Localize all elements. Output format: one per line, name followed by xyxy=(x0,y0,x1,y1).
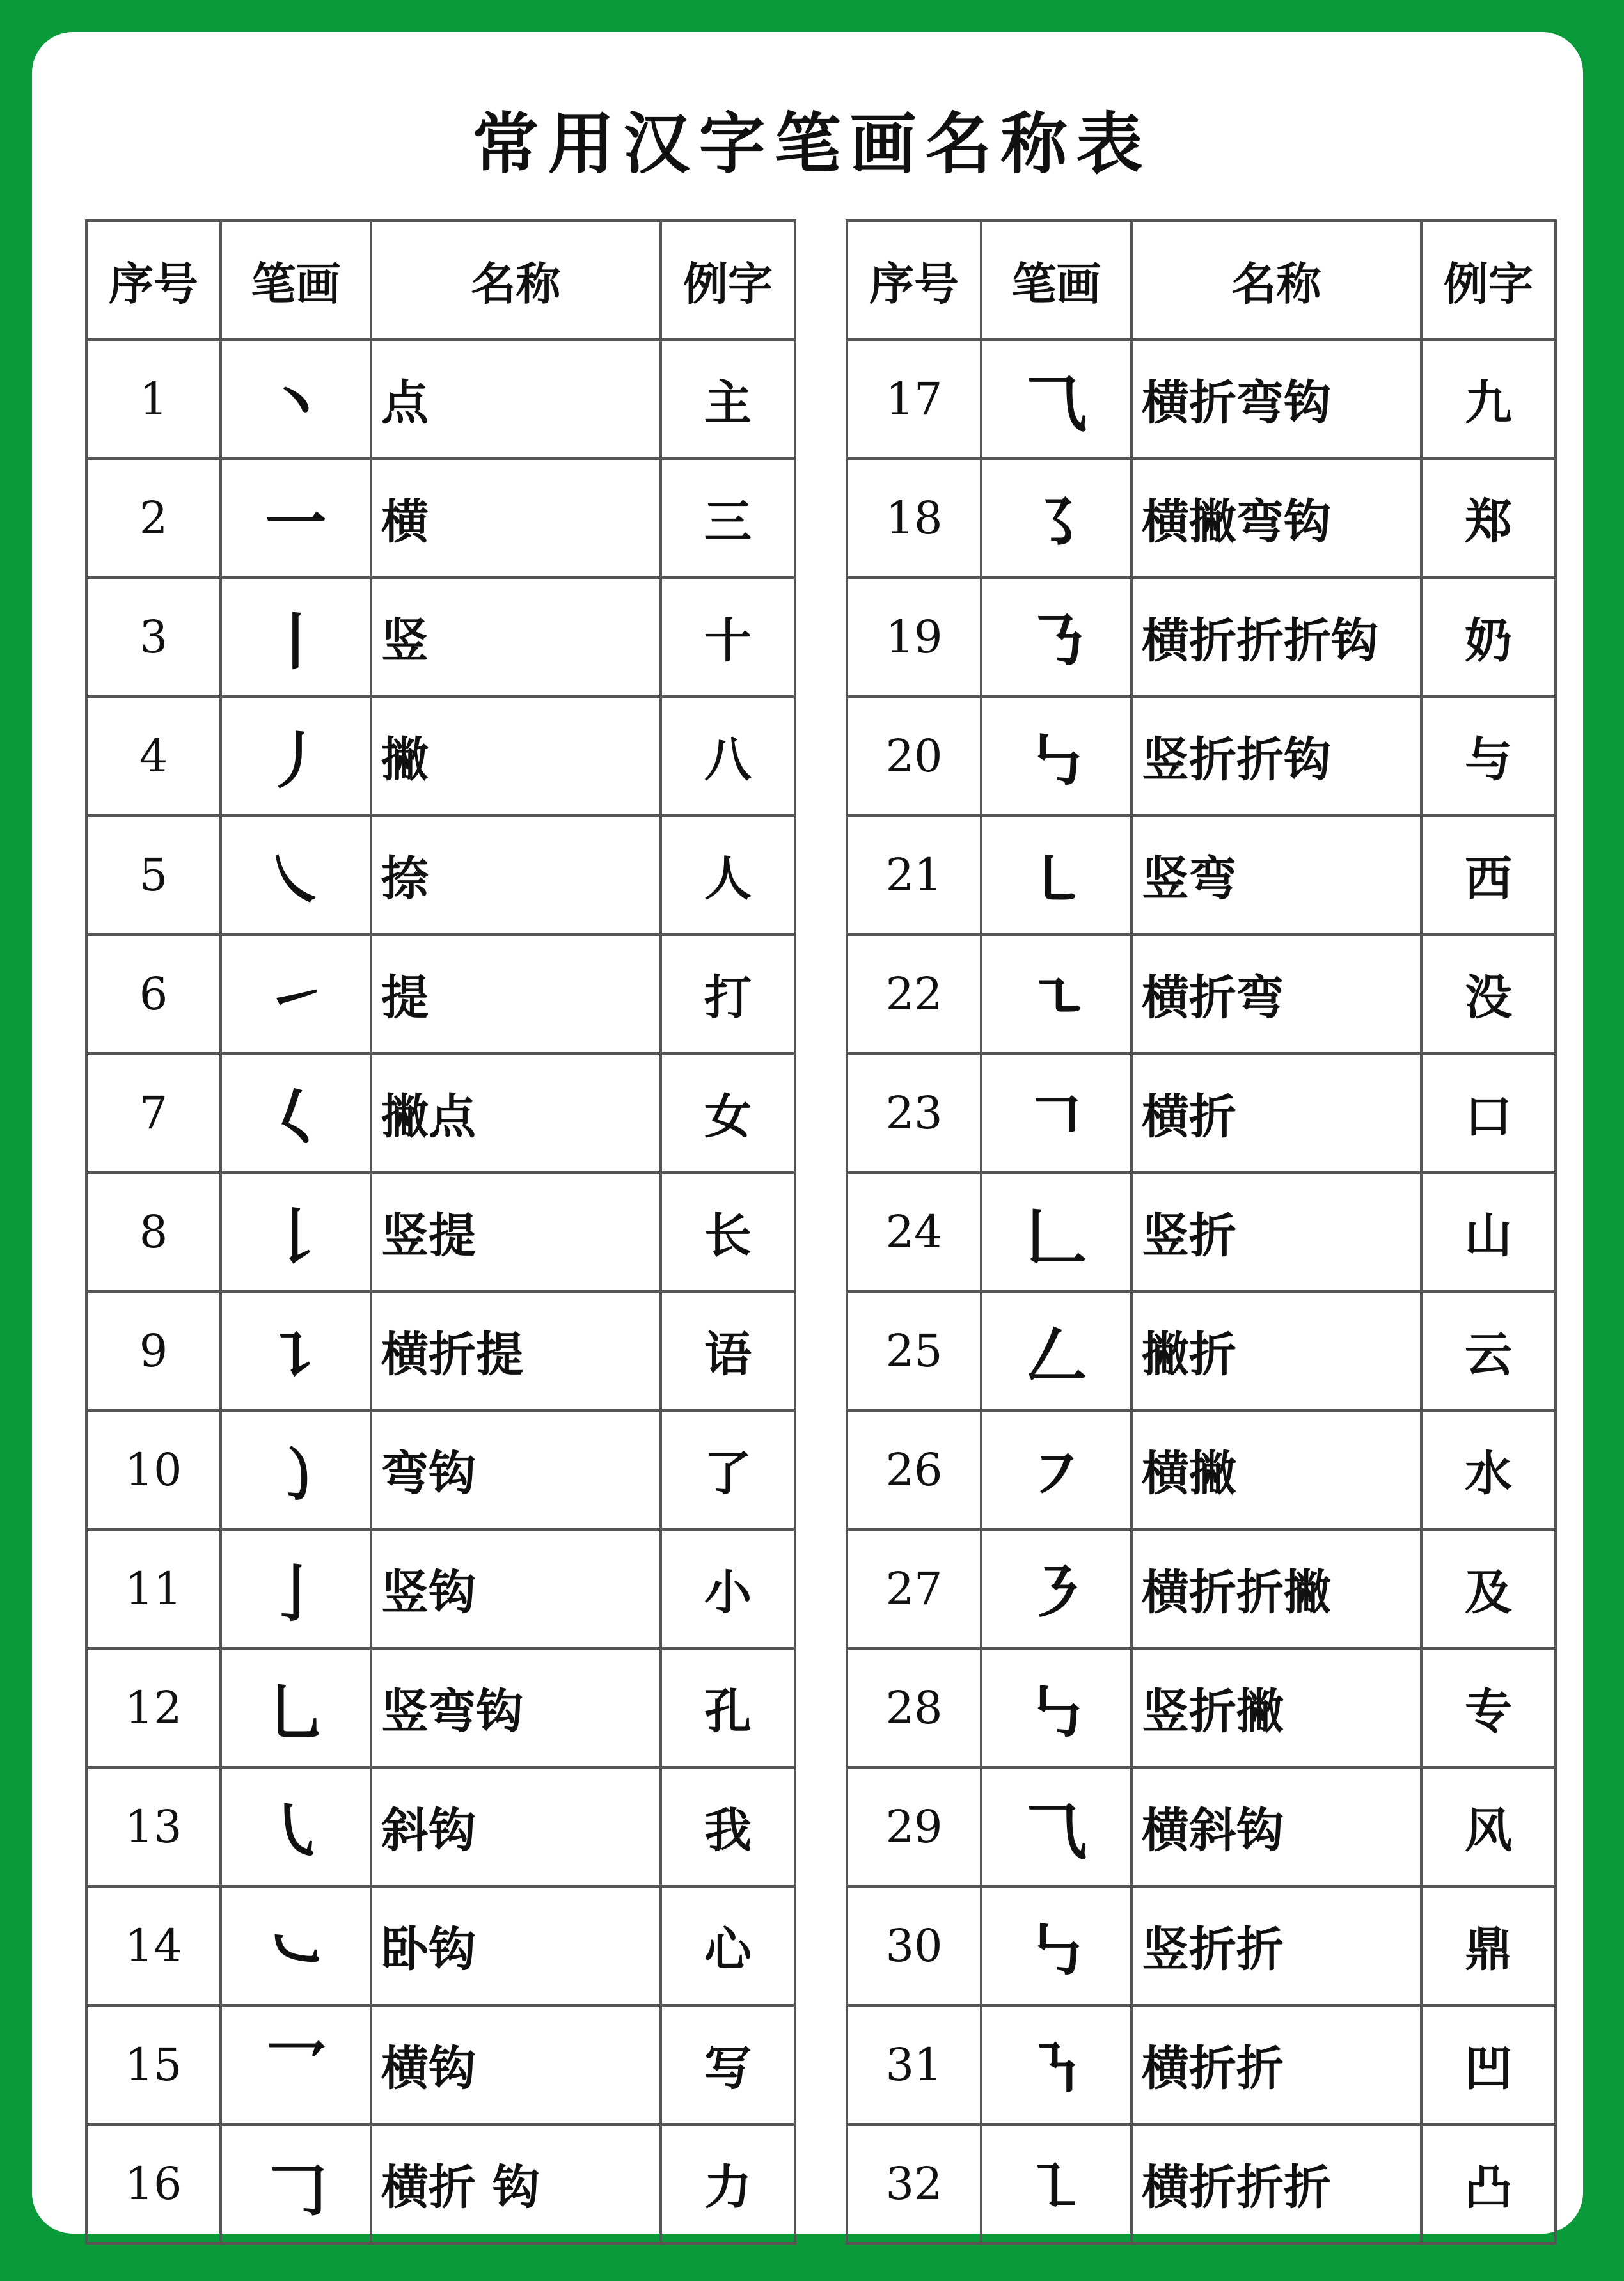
table-row xyxy=(86,1767,795,1886)
stroke-number: 26 xyxy=(847,1410,981,1529)
stroke-glyph: ㇉ xyxy=(981,697,1131,816)
stroke-glyph: ㇌ xyxy=(981,459,1131,578)
stroke-number: 9 xyxy=(86,1291,221,1410)
stroke-number: 27 xyxy=(847,1529,981,1648)
example-character: 写 xyxy=(661,2005,795,2124)
stroke-number: 3 xyxy=(86,578,221,697)
table-row xyxy=(86,1054,795,1172)
example-character: 我 xyxy=(661,1767,795,1886)
stroke-name: 点 xyxy=(371,340,661,459)
stroke-name: 横折折折钩 xyxy=(1131,578,1421,697)
stroke-glyph: ㇄ xyxy=(981,816,1131,935)
stroke-number: 20 xyxy=(847,697,981,816)
stroke-name: 竖弯钩 xyxy=(371,1648,661,1767)
table-row xyxy=(847,2005,1556,2124)
table-header-row xyxy=(86,221,795,340)
header-number: 序号 xyxy=(847,221,981,340)
table-row xyxy=(847,935,1556,1054)
example-character: 八 xyxy=(661,697,795,816)
stroke-number: 24 xyxy=(847,1172,981,1291)
stroke-number: 28 xyxy=(847,1648,981,1767)
example-character: 女 xyxy=(661,1054,795,1172)
stroke-glyph: ㇀ xyxy=(221,935,371,1054)
stroke-number: 6 xyxy=(86,935,221,1054)
stroke-name: 竖折折 xyxy=(1131,1886,1421,2005)
example-character: 与 xyxy=(1421,697,1556,816)
header-example: 例字 xyxy=(661,221,795,340)
stroke-number: 15 xyxy=(86,2005,221,2124)
stroke-glyph: 𠃋 xyxy=(981,1291,1131,1410)
stroke-number: 17 xyxy=(847,340,981,459)
table-row xyxy=(86,1410,795,1529)
table-row xyxy=(847,1410,1556,1529)
example-character: 风 xyxy=(1421,1767,1556,1886)
stroke-number: 23 xyxy=(847,1054,981,1172)
stroke-number: 4 xyxy=(86,697,221,816)
example-character: 语 xyxy=(661,1291,795,1410)
header-name: 名称 xyxy=(371,221,661,340)
table-row xyxy=(847,1172,1556,1291)
stroke-name: 撇折 xyxy=(1131,1291,1421,1410)
example-character: 孔 xyxy=(661,1648,795,1767)
table-row xyxy=(847,1529,1556,1648)
table-row xyxy=(847,578,1556,697)
table-row xyxy=(86,1291,795,1410)
table-row xyxy=(847,1886,1556,2005)
table-row xyxy=(86,459,795,578)
stroke-name: 竖 xyxy=(371,578,661,697)
stroke-number: 7 xyxy=(86,1054,221,1172)
table-header-row xyxy=(847,221,1556,340)
stroke-name: 斜钩 xyxy=(371,1767,661,1886)
table-row xyxy=(847,697,1556,816)
stroke-glyph: ㇋ xyxy=(981,1529,1131,1648)
header-stroke: 笔画 xyxy=(981,221,1131,340)
example-character: 小 xyxy=(661,1529,795,1648)
stroke-glyph: ㇁ xyxy=(221,1410,371,1529)
stroke-number: 12 xyxy=(86,1648,221,1767)
stroke-number: 29 xyxy=(847,1767,981,1886)
stroke-glyph: ㇇ xyxy=(981,1410,1131,1529)
example-character: 西 xyxy=(1421,816,1556,935)
header-example: 例字 xyxy=(1421,221,1556,340)
stroke-name: 撇 xyxy=(371,697,661,816)
example-character: 凹 xyxy=(1421,2005,1556,2124)
example-character: 口 xyxy=(1421,1054,1556,1172)
stroke-number: 25 xyxy=(847,1291,981,1410)
table-row xyxy=(847,340,1556,459)
table-row xyxy=(86,578,795,697)
stroke-number: 14 xyxy=(86,1886,221,2005)
stroke-number: 16 xyxy=(86,2124,221,2243)
stroke-glyph: ㇉ xyxy=(981,1886,1131,2005)
table-row xyxy=(86,1886,795,2005)
stroke-number: 22 xyxy=(847,935,981,1054)
example-character: 三 xyxy=(661,459,795,578)
stroke-name: 横折提 xyxy=(371,1291,661,1410)
stroke-number: 5 xyxy=(86,816,221,935)
stroke-name: 横折折折 xyxy=(1131,2124,1421,2243)
stroke-name: 横折弯 xyxy=(1131,935,1421,1054)
header-number: 序号 xyxy=(86,221,221,340)
stroke-glyph: 𡿨 xyxy=(221,1054,371,1172)
table-row xyxy=(847,816,1556,935)
stroke-glyph: ㇡ xyxy=(981,578,1131,697)
table-row xyxy=(86,1529,795,1648)
example-character: 凸 xyxy=(1421,2124,1556,2243)
stroke-number: 13 xyxy=(86,1767,221,1886)
stroke-glyph: 乚 xyxy=(221,1648,371,1767)
stroke-name: 横折弯钩 xyxy=(1131,340,1421,459)
example-character: 了 xyxy=(661,1410,795,1529)
stroke-number: 11 xyxy=(86,1529,221,1648)
example-character: 心 xyxy=(661,1886,795,2005)
stroke-glyph: 亅 xyxy=(221,1529,371,1648)
stroke-name: 横折 钩 xyxy=(371,2124,661,2243)
example-character: 人 xyxy=(661,816,795,935)
stroke-glyph: 丨 xyxy=(221,578,371,697)
stroke-number: 2 xyxy=(86,459,221,578)
stroke-number: 10 xyxy=(86,1410,221,1529)
stroke-number: 21 xyxy=(847,816,981,935)
table-row xyxy=(86,816,795,935)
stroke-glyph: ㇂ xyxy=(221,1767,371,1886)
table-row xyxy=(86,935,795,1054)
stroke-name: 横折 xyxy=(1131,1054,1421,1172)
stroke-glyph: 丶 xyxy=(221,340,371,459)
stroke-glyph: ㇃ xyxy=(221,1886,371,2005)
stroke-name: 竖弯 xyxy=(1131,816,1421,935)
stroke-table-right xyxy=(846,219,1557,2245)
stroke-glyph: ⺄ xyxy=(981,1767,1131,1886)
stroke-number: 30 xyxy=(847,1886,981,2005)
stroke-glyph: 一 xyxy=(221,459,371,578)
stroke-name: 捺 xyxy=(371,816,661,935)
stroke-name: 竖钩 xyxy=(371,1529,661,1648)
stroke-glyph: ㇍ xyxy=(981,935,1131,1054)
stroke-name: 卧钩 xyxy=(371,1886,661,2005)
table-row xyxy=(847,1291,1556,1410)
stroke-glyph: 𠄌 xyxy=(221,1172,371,1291)
example-character: 山 xyxy=(1421,1172,1556,1291)
stroke-name: 提 xyxy=(371,935,661,1054)
stroke-glyph: ㇏ xyxy=(221,816,371,935)
example-character: 力 xyxy=(661,2124,795,2243)
stroke-name: 横撇弯钩 xyxy=(1131,459,1421,578)
example-character: 郑 xyxy=(1421,459,1556,578)
stroke-rows-right xyxy=(847,340,1556,2243)
table-row xyxy=(847,1648,1556,1767)
example-character: 专 xyxy=(1421,1648,1556,1767)
example-character: 云 xyxy=(1421,1291,1556,1410)
stroke-glyph: ㇎ xyxy=(981,2005,1131,2124)
table-row xyxy=(86,697,795,816)
stroke-name: 竖折 xyxy=(1131,1172,1421,1291)
stroke-number: 19 xyxy=(847,578,981,697)
stroke-number: 18 xyxy=(847,459,981,578)
example-character: 主 xyxy=(661,340,795,459)
table-row xyxy=(847,2124,1556,2243)
table-row xyxy=(847,1054,1556,1172)
header-stroke: 笔画 xyxy=(221,221,371,340)
stroke-glyph: 𠃌 xyxy=(221,2124,371,2243)
example-character: 奶 xyxy=(1421,578,1556,697)
example-character: 水 xyxy=(1421,1410,1556,1529)
stroke-name: 横斜钩 xyxy=(1131,1767,1421,1886)
example-character: 九 xyxy=(1421,340,1556,459)
stroke-name: 撇点 xyxy=(371,1054,661,1172)
stroke-name: 竖折撇 xyxy=(1131,1648,1421,1767)
stroke-rows-left xyxy=(86,340,795,2243)
stroke-glyph: ㇅ xyxy=(981,2124,1131,2243)
table-row xyxy=(86,2124,795,2243)
example-character: 十 xyxy=(661,578,795,697)
example-character: 长 xyxy=(661,1172,795,1291)
stroke-number: 32 xyxy=(847,2124,981,2243)
stroke-name: 横撇 xyxy=(1131,1410,1421,1529)
stroke-number: 8 xyxy=(86,1172,221,1291)
stroke-number: 31 xyxy=(847,2005,981,2124)
example-character: 打 xyxy=(661,935,795,1054)
stroke-name: 弯钩 xyxy=(371,1410,661,1529)
table-row xyxy=(847,1767,1556,1886)
table-row xyxy=(847,459,1556,578)
example-character: 鼎 xyxy=(1421,1886,1556,2005)
stroke-glyph: 𠃍 xyxy=(981,1054,1131,1172)
stroke-glyph: ㇉ xyxy=(981,1648,1131,1767)
table-row xyxy=(86,340,795,459)
stroke-name: 横折折 xyxy=(1131,2005,1421,2124)
stroke-name: 横 xyxy=(371,459,661,578)
stroke-name: 横钩 xyxy=(371,2005,661,2124)
stroke-table-left xyxy=(85,219,796,2245)
stroke-glyph: 𠃊 xyxy=(981,1172,1131,1291)
stroke-name: 竖提 xyxy=(371,1172,661,1291)
stroke-name: 横折折撇 xyxy=(1131,1529,1421,1648)
stroke-glyph: ㇊ xyxy=(221,1291,371,1410)
stroke-glyph: ⺄ xyxy=(981,340,1131,459)
page-title: 常用汉字笔画名称表 xyxy=(472,104,1152,183)
header-name: 名称 xyxy=(1131,221,1421,340)
stroke-name: 竖折折钩 xyxy=(1131,697,1421,816)
table-row xyxy=(86,2005,795,2124)
table-row xyxy=(86,1648,795,1767)
stroke-glyph: 乛 xyxy=(221,2005,371,2124)
stroke-number: 1 xyxy=(86,340,221,459)
stroke-glyph: 丿 xyxy=(221,697,371,816)
example-character: 没 xyxy=(1421,935,1556,1054)
table-row xyxy=(86,1172,795,1291)
example-character: 及 xyxy=(1421,1529,1556,1648)
